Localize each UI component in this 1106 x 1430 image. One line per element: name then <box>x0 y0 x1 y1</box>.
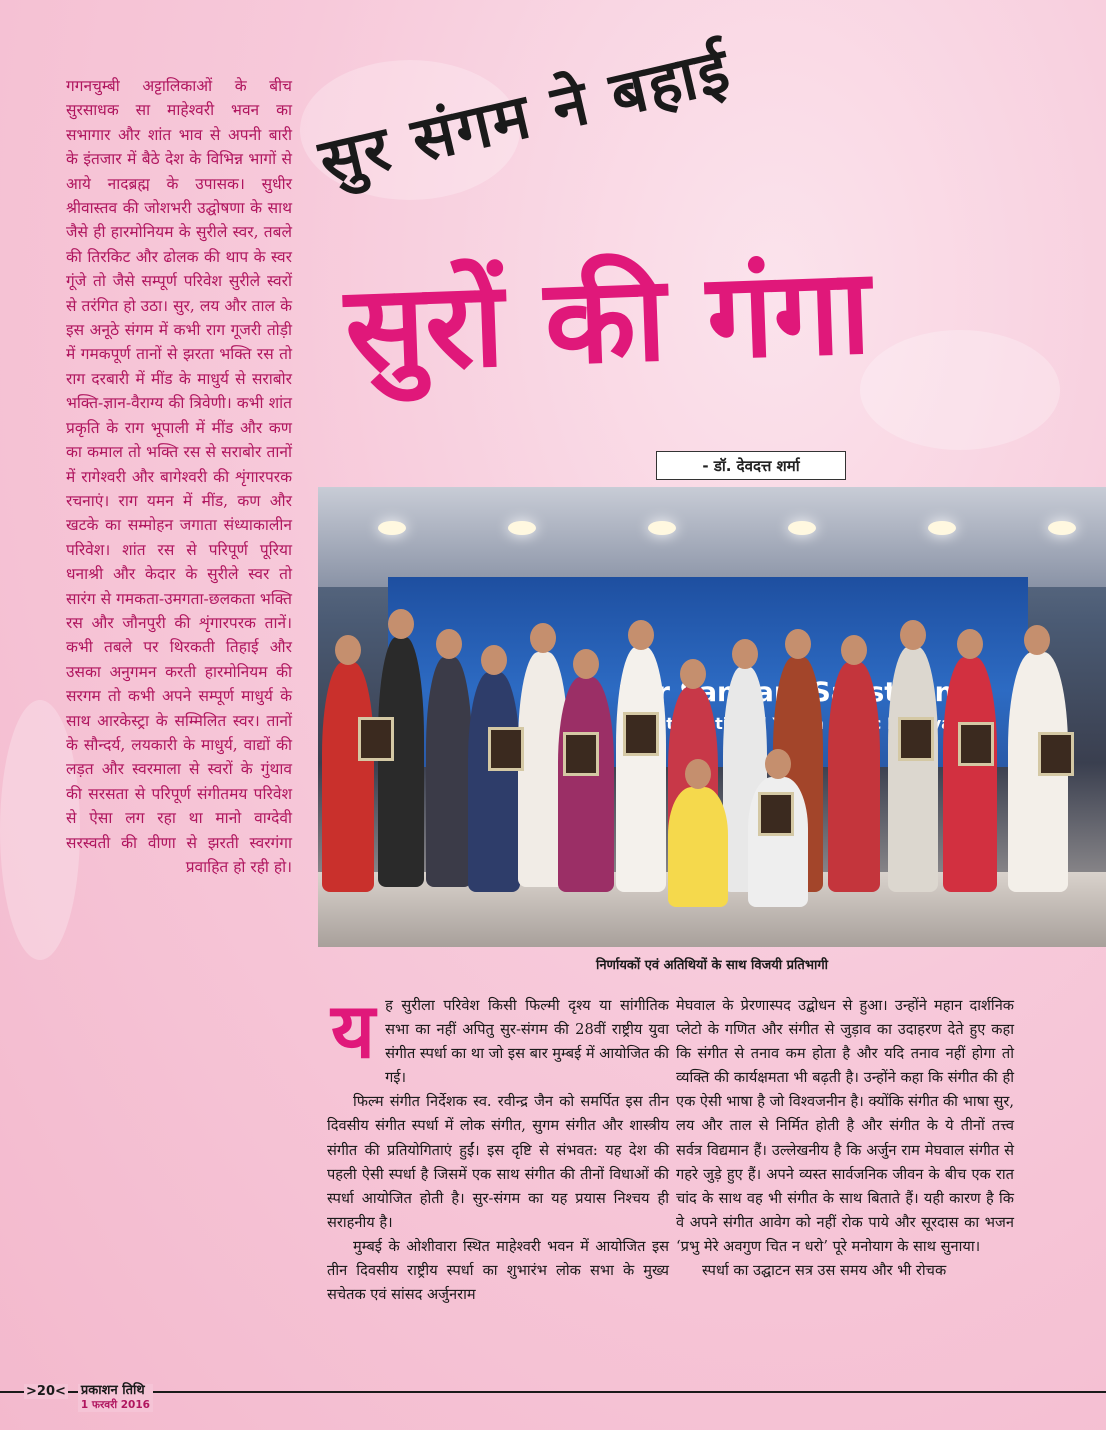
footer-rule <box>0 1391 1106 1393</box>
article-column-2 <box>676 994 1014 1283</box>
headline-line-2: सुरों की गंगा <box>342 240 873 399</box>
banner-title: Sansthan <box>811 677 954 708</box>
page-footer <box>24 1384 153 1412</box>
photo-caption: निर्णायकों एवं अतिथियों के साथ विजयी प्रतिभागी <box>595 958 829 973</box>
publication-info <box>78 1384 153 1412</box>
article-paragraph: स्पर्धा का उद्घाटन सत्र उस समय और भी रोचक <box>702 1262 947 1280</box>
page-number: >20< <box>26 1384 66 1399</box>
headline-line-1: सुर संगम ने बहाई <box>312 32 738 199</box>
event-photo <box>318 487 1106 947</box>
side-column-text: गगनचुम्बी अट्टालिकाओं के बीच सुरसाधक सा माहेश्वरी भवन का सभागार और शांत भाव से अपनी बारी के इंतजार में बैठे देश के विभिन्न भागों से आये नादब्रह्म के उपासक। सुधीर श्रीवास्तव की जोशभरी उद्घोषणा के साथ जैसे ही हारमोनियम के सुरीले स्वर, तबले की तिरकिट और ढोलक की थाप के स्वर गूंजे तो जैसे सम्पूर्ण परिवेश सुरीले स्वरों से तरंगित हो उठा। सुर, लय और ताल के इस अनूठे संगम में कभी राग गूजरी तोड़ी में गमकपूर्ण तानों से झरता भक्ति रस तो राग दरबारी में मींड के माधुर्य से सराबोर भक्ति-ज्ञान-वैराग्य की त्रिवेणी। कभी शांत प्रकृति के राग भूपाली में मींड और कण का कमाल तो भक्ति रस से सराबोर तानों में रागेश्वरी और बागेश्वरी की शृंगारपरक रचनाएं। राग यमन में मींड, कण और खटके का सम्मोहन जगाता संध्याकालीन परिवेश। शांत रस से परिपूर्ण पूरिया धनाश्री और केदार के सुरीले स्वर तो सारंग से गमकता-उमगता-छलकता भक्ति रस और जौनपुरी की शृंगारपरक तानें। कभी तबले पर थिरकती तिहाई और उसका अनुगमन करती हारमोनियम की सरगम तो कभी अपने सम्पूर्ण माधुर्य के साथ आरकेस्ट्रा के सम्मिलित स्वर। तानों के सौन्दर्य, लयकारी के माधुर्य, वाद्यों की लड़त और स्वरमाला से स्वरों के गुंथाव की सरसता से परिपूर्ण संगीतमय परिवेश से ऐसा लग रहा था मानो वाग्देवी सरस्वती की वीणा से झरती स्वरगंगा प्रवाहित हो रही हो। <box>66 77 292 876</box>
article-paragraph: मुम्बई के ओशीवारा स्थित माहेश्वरी भवन में आयोजित इस तीन दिवसीय राष्ट्रीय स्पर्धा का शुभारंभ लोक सभा के मुख्य सचेतक एवं सांसद अर्जुनराम <box>327 1237 669 1304</box>
publication-date: 1 फरवरी 2016 <box>80 1399 150 1411</box>
article-paragraph: फिल्म संगीत निर्देशक स्व. रवीन्द्र जैन को समर्पित इस तीन दिवसीय संगीत स्पर्धा में लोक संगीत, सुगम संगीत और शास्त्रीय संगीत की प्रतियोगिताएं हुईं। इस दृष्टि से संभवत: यह देश की पहली ऐसी स्पर्धा है जिसमें एक साथ संगीत की तीनों विधाओं की स्पर्धा आयोजित होती है। सुर-संगम का यह प्रयास निश्चय ही सराहनीय है। <box>327 1093 669 1231</box>
author-byline: - डॉ. देवदत्त शर्मा <box>656 451 846 480</box>
article-paragraph: मेघवाल के प्रेरणास्पद उद्बोधन से हुआ। उन्होंने महान दार्शनिक प्लेटो के गणित और संगीत से जुड़ाव का उदाहरण देते हुए कहा कि संगीत से तनाव कम होता है और यदि तनाव नहीं होगा तो व्यक्ति की कार्यक्षमता भी बढ़ती है। उन्होंने कहा कि संगीत की ही एक ऐसी भाषा है जो विश्वजनीन है। क्योंकि संगीत की भाषा सुर, लय और ताल से निर्मित होती है और संगीत के ये तीनों तत्त्व सर्वत्र विद्यमान हैं। उल्लेखनीय है कि अर्जुन राम मेघवाल संगीत से गहरे जुड़े हुए हैं। अपने व्यस्त सार्वजनिक जीवन के बीच एक रात चांद के साथ वह भी संगीत के साथ बिताते हैं। यही कारण है कि वे अपने संगीत आवेग को नहीं रोक पाये और सूरदास का भजन ‘प्रभु मेरे अवगुण चित न धरो’ पूरे मनोयाग के साथ सुनाया। <box>676 997 1014 1255</box>
article-column-1 <box>327 986 669 1307</box>
publication-label: प्रकाशन तिथि <box>80 1383 145 1398</box>
photo-ceiling <box>318 487 1106 587</box>
article-paragraph: ह सुरीला परिवेश किसी फिल्मी दृश्य या सांगीतिक सभा का नहीं अपितु सुर-संगम की 28वीं राष्ट्रीय युवा संगीत स्पर्धा का था जो इस बार मुम्बई में आयोजित की गई। <box>385 997 669 1087</box>
drop-cap: य <box>331 986 376 1075</box>
